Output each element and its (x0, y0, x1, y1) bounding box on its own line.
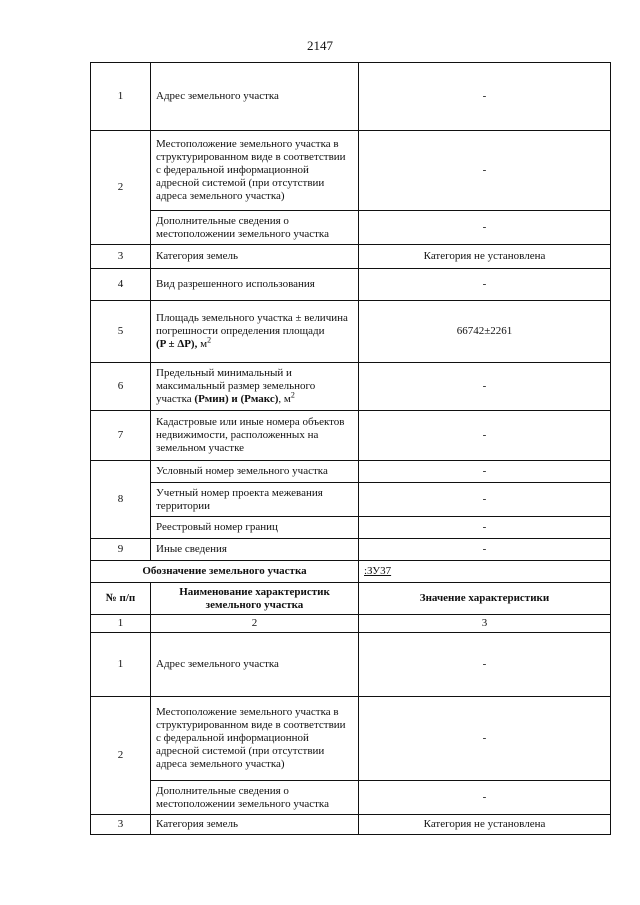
characteristic-value: - (359, 539, 611, 561)
row-number: 8 (91, 461, 151, 539)
table-row (91, 269, 611, 301)
table-row (91, 483, 611, 517)
characteristic-label: Адрес земельного участка (151, 633, 359, 697)
row-number: 9 (91, 539, 151, 561)
characteristic-label: Учетный номер проекта межевания территории (151, 483, 359, 517)
characteristic-label (151, 363, 359, 411)
characteristic-value: 66742±2261 (359, 301, 611, 363)
table-row (91, 461, 611, 483)
characteristic-value: - (359, 461, 611, 483)
table-row (91, 815, 611, 835)
table-row (91, 211, 611, 245)
characteristic-value: - (359, 517, 611, 539)
row-number: 3 (91, 245, 151, 269)
row-number: 1 (91, 633, 151, 697)
characteristic-label: Дополнительные сведения о местоположении земельного участка (151, 781, 359, 815)
characteristic-label: Вид разрешенного использования (151, 269, 359, 301)
size-label-text: Предельный минимальный и максимальный размер земельного участка (156, 367, 316, 405)
table-row (91, 63, 611, 131)
row-number: 2 (91, 697, 151, 815)
table-row (91, 131, 611, 211)
table-row (91, 697, 611, 781)
page-number: 2147 (307, 38, 333, 53)
characteristic-label (151, 301, 359, 363)
characteristic-value: - (359, 483, 611, 517)
column-numbers-row (91, 615, 611, 633)
designation-row (91, 561, 611, 583)
area-label-text: Площадь земельного участка ± величина погрешности определения площади (156, 312, 348, 337)
area-unit-sup: 2 (207, 335, 212, 345)
characteristic-value: - (359, 63, 611, 131)
row-number: 7 (91, 411, 151, 461)
column-header-name: Наименование характеристик земельного участка (151, 583, 359, 615)
characteristic-label: Категория земель (151, 245, 359, 269)
characteristic-label: Адрес земельного участка (151, 63, 359, 131)
column-number: 3 (359, 615, 611, 633)
characteristic-label: Кадастровые или иные номера объектов недвижимости, расположенных на земельном участке (151, 411, 359, 461)
characteristic-value: Категория не установлена (359, 245, 611, 269)
characteristic-value: - (359, 411, 611, 461)
column-header-number: № п/п (91, 583, 151, 615)
characteristic-label: Иные сведения (151, 539, 359, 561)
characteristic-value: - (359, 131, 611, 211)
characteristic-label: Категория земель (151, 815, 359, 835)
table-row (91, 245, 611, 269)
row-number: 3 (91, 815, 151, 835)
table-row (91, 633, 611, 697)
row-number: 5 (91, 301, 151, 363)
table-header-row (91, 583, 611, 615)
size-unit: , м (278, 393, 291, 405)
characteristic-value: - (359, 269, 611, 301)
table-row (91, 363, 611, 411)
characteristic-value: - (359, 781, 611, 815)
area-formula: (P ± ΔP), (156, 338, 201, 350)
area-unit: м (200, 338, 208, 350)
table-row (91, 411, 611, 461)
characteristic-label: Местоположение земельного участка в структурированном виде в соответствии с федеральной информационной адресной системой (при отсутствии адреса земельного участка) (151, 131, 359, 211)
size-formula: (Pмин) и (Pмакс) (194, 393, 279, 405)
designation-label: Обозначение земельного участка (91, 561, 359, 583)
land-plot-table (90, 62, 611, 835)
characteristic-label: Условный номер земельного участка (151, 461, 359, 483)
table-row (91, 517, 611, 539)
characteristic-value: Категория не установлена (359, 815, 611, 835)
row-number: 4 (91, 269, 151, 301)
designation-value: :ЗУ37 (359, 561, 611, 583)
size-unit-sup: 2 (290, 390, 295, 400)
table-row (91, 781, 611, 815)
column-number: 2 (151, 615, 359, 633)
characteristic-label: Реестровый номер границ (151, 517, 359, 539)
column-number: 1 (91, 615, 151, 633)
row-number: 6 (91, 363, 151, 411)
characteristic-value: - (359, 363, 611, 411)
characteristic-label: Дополнительные сведения о местоположении земельного участка (151, 211, 359, 245)
column-header-value: Значение характеристики (359, 583, 611, 615)
characteristic-label: Местоположение земельного участка в структурированном виде в соответствии с федеральной информационной адресной системой (при отсутствии адреса земельного участка) (151, 697, 359, 781)
row-number: 1 (91, 63, 151, 131)
characteristic-value: - (359, 211, 611, 245)
characteristic-value: - (359, 697, 611, 781)
row-number: 2 (91, 131, 151, 245)
characteristic-value: - (359, 633, 611, 697)
table-row (91, 301, 611, 363)
table-row (91, 539, 611, 561)
